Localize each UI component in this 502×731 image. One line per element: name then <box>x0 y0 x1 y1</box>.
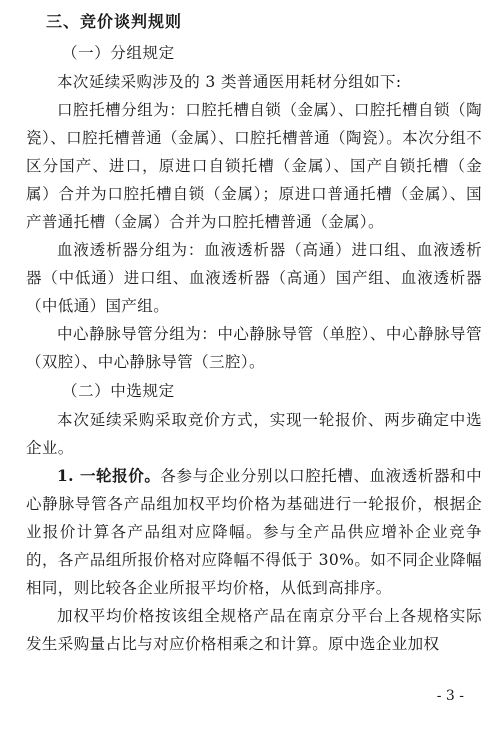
paragraph-round-quote <box>26 462 482 602</box>
paragraph-dialyzer-groups: 血液透析器分组为：血液透析器（高通）进口组、血液透析器（中低通）进口组、血液透析器（高通）国产组、血液透析器（中低通）国产组。 <box>26 241 482 315</box>
section-heading: 三、竞价谈判规则 <box>46 12 183 31</box>
paragraph-selection-intro: 本次延续采购采取竞价方式，实现一轮报价、两步确定中选企业。 <box>26 411 482 457</box>
paragraph-grouping-intro: 本次延续采购涉及的 3 类普通医用耗材分组如下: <box>57 73 402 91</box>
page-number: - 3 - <box>436 688 464 704</box>
subsection-heading-grouping: （一）分组规定 <box>62 44 175 62</box>
paragraph-oral-bracket-groups: 口腔托槽分组为：口腔托槽自锁（金属）、口腔托槽自锁（陶瓷）、口腔托槽普通（金属）、口腔托槽普通（陶瓷）。本次分组不区分国产、进口，原进口自锁托槽（金属）、国产自锁托槽（金属）合并为口腔托槽自锁（金属）；原进口普通托槽（金属）、国产普通托槽（金属）合并为口腔托槽普通（金属）。 <box>26 101 482 231</box>
document-page <box>26 6 482 658</box>
paragraph-catheter-groups: 中心静脉导管分组为：中心静脉导管（单腔）、中心静脉导管（双腔）、中心静脉导管（三腔）。 <box>26 325 482 371</box>
paragraph-weighted-average: 加权平均价格按该组全规格产品在南京分平台上各规格实际发生采购量占比与对应价格相乘之和计算。原中选企业加权 <box>26 607 482 653</box>
subsection-heading-selection: （二）中选规定 <box>62 382 175 400</box>
item-text-round-quote: 各参与企业分别以口腔托槽、血液透析器和中心静脉导管各产品组加权平均价格为基础进行一轮报价，根据企业报价计算各产品组对应降幅。参与全产品供应增补企业竞争的，各产品组所报价格对应降幅不得低于 30%。如不同企业降幅相同，则比较各企业所报平均价格，从低到高排序。 <box>26 467 482 597</box>
item-label-round-quote: 1. 一轮报价。 <box>57 466 161 485</box>
